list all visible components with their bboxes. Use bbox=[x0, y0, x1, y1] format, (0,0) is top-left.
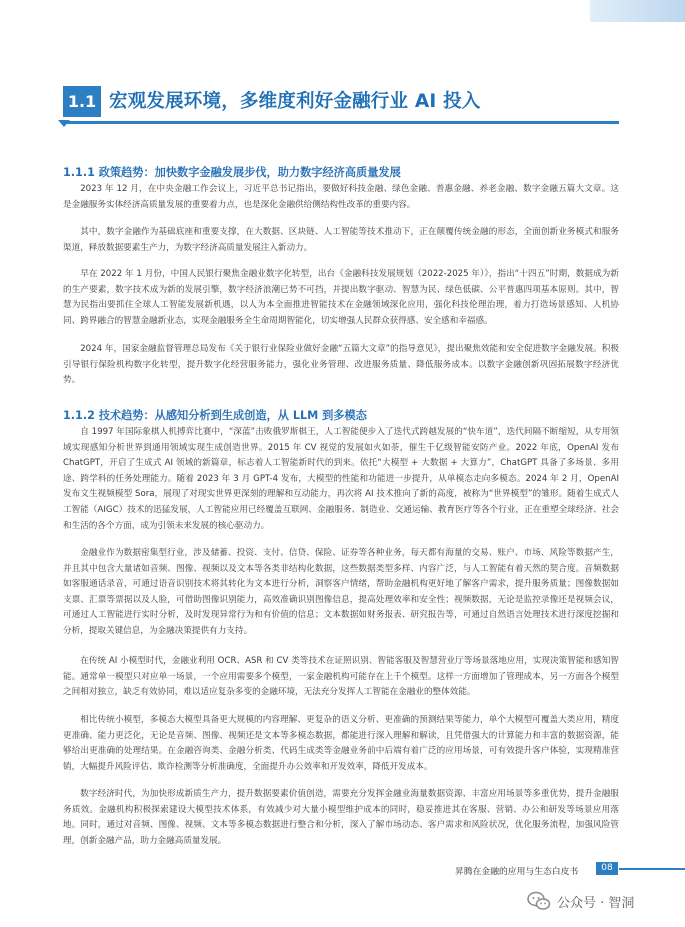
subsection-heading-technology: 1.1.2 技术趋势：从感知分析到生成创造，从 LLM 到多模态 bbox=[63, 409, 367, 422]
footer-title: 昇腾在金融的应用与生态白皮书 bbox=[455, 867, 579, 877]
paragraph: 其中，数字金融作为基础底座和重要支撑，在大数据、区块链、人工智能等技术推动下，正在颠覆传统金融的形态，全面创新业务模式和服务渠道，释放数据要素生产力，为数字经济高质量发展注入新动力。 bbox=[63, 227, 619, 253]
paragraph: 自 1997 年国际象棋人机搏弈比赛中，“深蓝”击败俄罗斯棋王，人工智能便步入了迭代式跨越发展的“快车道”，迭代间隔不断缩短，从专用领域实现感知分析世界到通用领域实现生成创造世界。2015 年 CV 视觉的发展如火如荼，催生千亿级智能安防产业。2022 年底，OpenAI 发布 ChatGPT，开启了生成式 AI 领域的新篇章，标志着人工智能新时代的到来。依托“大模型 + 大数据 + 大算力”，ChatGPT 具备了多场景、多用途、跨学科的任务处理能力。随着 2023 年 3 月 GPT-4 发布，大模型的性能和功能进一步提升，从单模态走向多模态。2024 年 2 月，OpenAI 发布文生视频模型 Sora，展现了对现实世界更深刻的理解和互动能力，再次将 AI 技术推向了新的高度，被称为“世界模型”的雏形。随着生成式人工智能（AIGC）技术的迅猛发展，人工智能应用已经覆盖互联网、金融服务、制造业、交通运输、教育医疗等各个行业，正在重塑全球经济、社会和生活的各个方面，成为引领未来发展的核心驱动力。 bbox=[63, 427, 620, 531]
section-header bbox=[63, 86, 619, 124]
paragraph: 2024 年，国家金融监督管理总局发布《关于银行业保险业做好金融“五篇大文章”的指导意见》，提出聚焦效能和安全促进数字金融发展。积极引导银行保险机构数字化转型，提升数字化经营服务能力，强化业务管理、改进服务质量、降低服务成本。以数字金融创新巩固拓展数字经济优势。 bbox=[63, 344, 619, 386]
paragraph: 数字经济时代，为加快形成新质生产力，提升数据要素价值创造，需要充分发挥金融业海量数据资源、丰富应用场景等多重优势，提升金融服务质效。金融机构积极探索建设大模型技术体系，有效减少对大量小模型维护成本的同时，稳妥推进其在客服、营销、办公和研发等场景应用落地。同时，通过对音频、图像、视频、文本等多模态数据进行整合和分析，深入了解市场动态、客户需求和风险状况，优化服务流程，加强风险管理，创新金融产品，助力金融高质量发展。 bbox=[63, 789, 619, 846]
paragraph: 金融业作为数据密集型行业，涉及储蓄、投资、支付、信贷、保险、证券等各种业务，每天都有海量的交易、账户、市场、风险等数据产生，并且其中包含大量诸如音频、图像、视频以及文本等各类非结构化数据，这些数据类型多样、内容广泛，与人工智能有着天然的契合度。音频数据如客服通话录音，可通过语音识别技术将其转化为文本进行分析，洞察客户情绪，帮助金融机构更好地了解客户需求，提升服务质量；图像数据如支票、汇票等票据以及人脸，可借助图像识别能力，高效准确识别图像信息，提高处理效率和安全性；视频数据，无论是监控录像还是视频会议，可通过人工智能进行实时分析，及时发现异常行为和有价值的信息；文本数据如财务报表、研究报告等，可通过自然语言处理技术进行深度挖掘和分析，提取关键信息，为金融决策提供有力支持。 bbox=[63, 548, 619, 636]
section-title: 宏观发展环境，多维度利好金融行业 AI 投入 bbox=[109, 91, 481, 112]
section-underline bbox=[63, 121, 619, 124]
section-number-badge: 1.1 bbox=[63, 86, 101, 117]
subsection-heading-policy: 1.1.1 政策趋势：加快数字金融发展步伐，助力数字经济高质量发展 bbox=[63, 166, 401, 179]
paragraph: 2023 年 12 月，在中央金融工作会议上，习近平总书记指出，要做好科技金融、绿色金融、普惠金融、养老金融、数字金融五篇大文章。这是金融服务实体经济高质量发展的重要着力点，也是深化金融供给侧结构性改革的重要内容。 bbox=[63, 184, 619, 210]
paragraph: 相比传统小模型，多模态大模型具备更大规模的内容理解、更复杂的语义分析、更准确的预测结果等能力，单个大模型可覆盖大类应用，精度更准确、能力更泛化，无论是音频、图像、视频还是文本等多模态数据，都能进行深入理解和解读，且凭借强大的计算能力和丰富的数据资源，能够给出更准确的处理结果。在金融咨询类、金融分析类、代码生成类等金融业务前中后端有着广泛的应用场景，可有效提升客户体验，实现精准营销，大幅提升风险评估、欺诈检测等分析准确度，全面提升办公效率和开发效率，降低开发成本。 bbox=[63, 715, 619, 772]
page-number: 08 bbox=[596, 862, 618, 875]
paragraph: 早在 2022 年 1 月份，中国人民银行聚焦金融业数字化转型，出台《金融科技发展规划（2022-2025 年）》，指出“十四五”时期，数据成为新的生产要素，数字技术成为新的发展引擎，数字经济浪潮已势不可挡，并提出数字驱动、智慧为民、绿色低碳、公平普惠四项基本原则。其中，智慧为民指出要抓住全球人工智能发展新机遇，以人为本全面推进智能技术在金融领域深化应用，强化科技伦理治理，着力打造场景感知、人机协同、跨界融合的智慧金融新业态，实现金融服务全生命周期智能化，切实增强人民群众获得感、安全感和幸福感。 bbox=[63, 269, 619, 326]
footer-accent-bar bbox=[619, 868, 685, 870]
watermark bbox=[527, 891, 634, 911]
watermark-text: 公众号 · 智洞 bbox=[557, 895, 635, 911]
section-header-notch bbox=[58, 120, 70, 127]
wechat-icon bbox=[527, 891, 551, 911]
top-right-decor-band bbox=[590, 0, 685, 22]
paragraph: 在传统 AI 小模型时代，金融业利用 OCR、ASR 和 CV 类等技术在证照识别、智能客服及智慧营业厅等场景落地应用，实现决策智能和感知智能。通常单一模型只对应单一场景，一个应用需要多个模型，一家金融机构可能存在上千个模型。这样一方面增加了管理成本，另一方面各个模型之间相对独立，缺乏有效协同，难以适应复杂多变的金融环境，无法充分发挥人工智能在金融业的整体效能。 bbox=[63, 656, 619, 698]
